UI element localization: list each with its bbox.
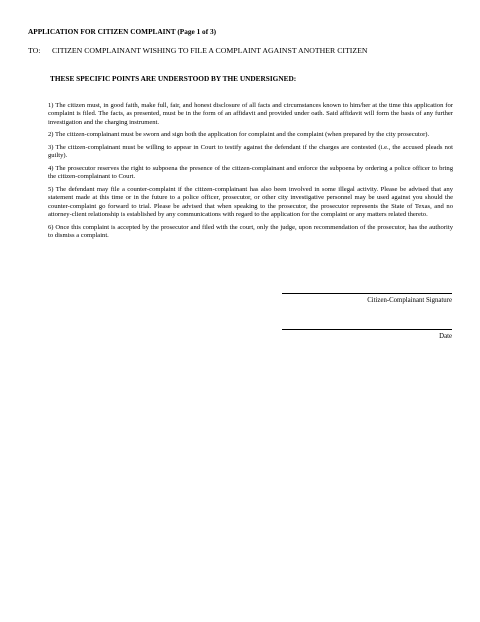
point-item-3: 3) The citizen-complainant must be willing to appear in Court to testify against the defendant if the charges are contested (i.e., the accused pleads not guilty). [48,144,453,160]
date-label: Date [439,333,452,340]
point-item-2: 2) The citizen-complainant must be sworn and sign both the application for complaint and the complaint (when prepared by the city prosecutor). [48,131,430,139]
addressee-line [28,46,368,55]
points-heading: THESE SPECIFIC POINTS ARE UNDERSTOOD BY THE UNDERSIGNED: [50,74,297,83]
point-item-1: 1) The citizen must, in good faith, make full, fair, and honest disclosure of all facts and circumstances known to him/her at the time this application for complaint is filed. The facts, as presented, must be in the form of an affidavit and provided under oath. Said affidavit will form the basis of any further investigation and the charging instrument. [48,102,453,126]
to-label: TO: [28,46,41,55]
points-list [48,102,453,245]
signature-line[interactable] [282,293,452,294]
document-title: APPLICATION FOR CITIZEN COMPLAINT (Page 1 of 3) [28,27,217,36]
signature-label: Citizen-Complainant Signature [367,297,452,304]
point-item-5: 5) The defendant may file a counter-complaint if the citizen-complainant has also been involved in some illegal activity. Please be advised that any statement made at this time or in the future to a police officer, prosecutor, or other city investigative personnel may be used against you should the counter-complaint go forward to trial. Please be advised that when speaking to the prosecutor, the prosecutor represents the State of Texas, and no attorney-client relationship is established by any communications with regard to the application for the complaint or any matters related thereto. [48,186,453,219]
date-block [282,329,452,340]
to-recipient: CITIZEN COMPLAINANT WISHING TO FILE A COMPLAINT AGAINST ANOTHER CITIZEN [51,46,368,55]
date-line[interactable] [282,329,452,330]
point-item-4: 4) The prosecutor reserves the right to subpoena the presence of the citizen-complainant and enforce the subpoena by ordering a police officer to bring the citizen-complainant to Court. [48,165,453,181]
signature-block [282,293,452,304]
point-item-6: 6) Once this complaint is accepted by the prosecutor and filed with the court, only the judge, upon recommendation of the prosecutor, has the authority to dismiss a complaint. [48,223,453,240]
